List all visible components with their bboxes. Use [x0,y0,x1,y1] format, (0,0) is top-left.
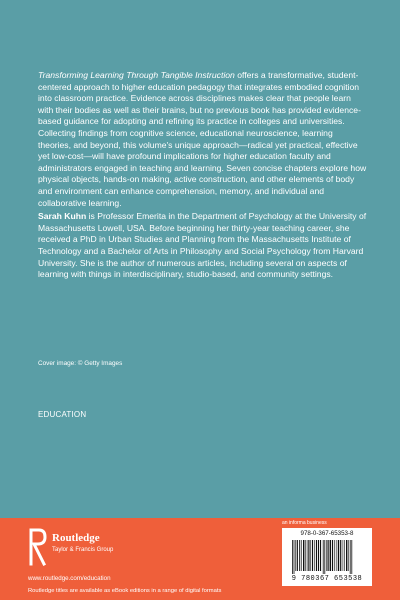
barcode-bar [303,540,304,571]
barcode-bar [297,540,298,571]
barcode-bar [344,540,345,571]
barcode-bar [307,540,308,571]
routledge-logo [28,528,138,568]
isbn-digits: 9 780367 653538 [291,575,363,583]
author-bio-text: is Professor Emerita in the Department of Psychology at the University of Massachusetts Lowell, USA. Before beginning her thirty-year teaching career, she received a PhD in Urban Studies and Planning from the Massachusetts Institute of Technology and a Bachelor of Arts in Philosophy and Social Psychology from Harvard University. She is the author of numerous articles, including several on aspects of learning with things in interdisciplinary, studio-based, and community settings. [38,211,367,280]
barcode-bar [336,540,337,571]
author-name: Sarah Kuhn [38,211,87,222]
barcode-bar [348,540,349,571]
barcode-bar [326,540,327,571]
author-bio [38,211,368,281]
barcode-bar [314,540,315,571]
publisher-group: Taylor & Francis Group [52,547,114,553]
barcode-bar [318,540,319,571]
barcode-bar [295,540,296,571]
description-body: offers a transformative, student-centered approach to higher education pedagogy that integrates embodied cognition into classroom practice. Evidence across disciplines makes clear that people learn with their bodies as well as their brains, but no previous book has provided evidence-based guidance for adopting and refining its practice in colleges and universities. Collecting findings from cognitive science, educational neuroscience, learning theories, and beyond, this volume's unique approach—radical yet practical, effective yet low-cost—will have profound implications for higher education faculty and administrators engaged in teaching and learning. Seven concise chapters explore how physical objects, hands-on making, active construction, and other elements of body and environment can enhance comprehension, memory, and individual and collaborative learning. [38,70,367,208]
barcode-bar [323,540,324,574]
back-cover-text [38,70,368,281]
book-title: Transforming Learning Through Tangible Instruction [38,70,235,80]
publisher-footer [0,518,400,600]
barcode-bar [301,540,302,571]
barcode-bar [312,540,313,571]
barcode-bar [292,540,293,574]
publisher-url: www.routledge.com/education [28,575,111,582]
isbn-text: 978-0-367-65353-8 [300,530,354,537]
barcode-bar [305,540,306,571]
barcode-bar [351,540,352,574]
barcode-bar [343,540,344,571]
subject-category: EDUCATION [38,410,87,419]
book-description [38,70,368,209]
barcode-bar [340,540,341,571]
ebook-note: Routledge titles are available as eBook editions in a range of digital formats [28,588,222,594]
barcode-bar [320,540,321,571]
publisher-name: Routledge [52,532,100,544]
isbn-barcode [282,528,372,586]
barcode-bar [299,540,300,571]
informa-imprint: an informa business [282,520,327,526]
barcode-bar [324,540,325,574]
barcode-bar [330,540,331,571]
barcode-bar [350,540,351,574]
barcode-bar [310,540,311,571]
cover-image-credit: Cover image: © Getty Images [38,360,123,367]
barcode-bar [346,540,347,571]
barcode-bar [334,540,335,571]
barcode-bar [316,540,317,571]
barcode-bar [328,540,329,571]
routledge-logo-icon [28,528,48,566]
barcode-bar [294,540,295,574]
barcode-bar [308,540,309,571]
barcode-icon [292,540,362,574]
barcode-bar [332,540,333,571]
barcode-bar [338,540,339,571]
